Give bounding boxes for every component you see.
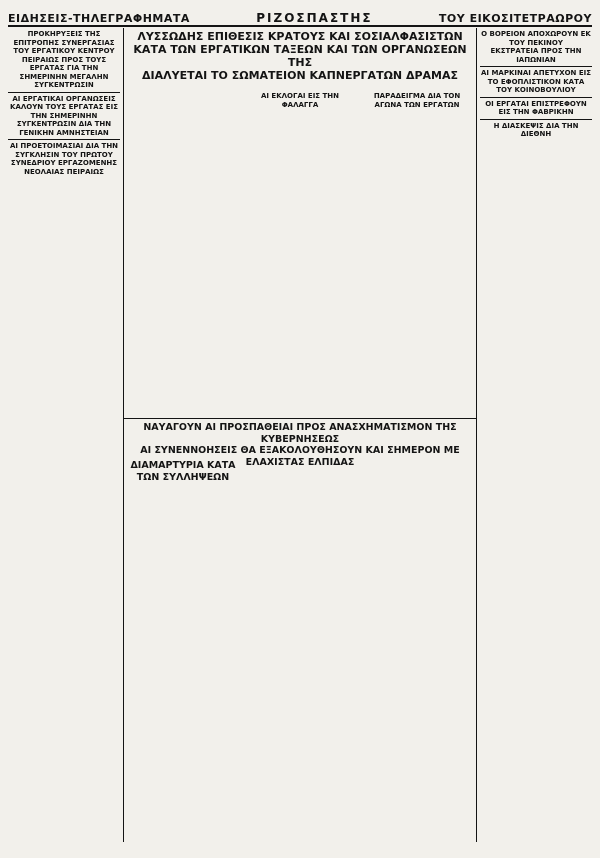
center-headline-mid: ΚΑΤΑ ΤΩΝ ΕΡΓΑΤΙΚΩΝ ΤΑΞΕΩΝ ΚΑΙ ΤΩΝ ΟΡΓΑΝΩΣΕΩΝ ΤΗΣ <box>133 43 467 69</box>
masthead-title: ΡΙΖΟΣΠΑΣΤΗΣ <box>256 11 373 25</box>
center-body-left <box>127 92 239 414</box>
column-rule-4 <box>476 28 477 842</box>
center-divider-upper <box>124 418 476 419</box>
center-lower-left <box>127 460 239 842</box>
masthead-right: ΤΟΥ ΕΙΚΟΣΙΤΕΤΡΑΩΡΟΥ <box>438 12 592 25</box>
center-headline-bottom: ΔΙΑΛΥΕΤΑΙ ΤΟ ΣΩΜΑΤΕΙΟΝ ΚΑΠΝΕΡΓΑΤΩΝ ΔΡΑΜΑΣ <box>141 69 459 82</box>
center-subhead-1: ΑΙ ΕΚΛΟΓΑΙ ΕΙΣ ΤΗΝ ΦΑΛΑΓΓΑ <box>260 92 340 109</box>
column-rule-1 <box>123 28 124 842</box>
left-headline-1: ΠΡΟΚΗΡΥΞΕΙΣ ΤΗΣ ΕΠΙΤΡΟΠΗΣ ΣΥΝΕΡΓΑΣΙΑΣ ΤΟΥ ΕΡΓΑΤΙΚΟΥ ΚΕΝΤΡΟΥ ΠΕΙΡΑΙΩΣ ΠΡΟΣ ΤΟΥΣ ΕΡΓΑΤΑΣ ΓΙΑ ΤΗΝ ΣΗΜΕΡΙΝΗΝ ΜΕΓΑΛΗΝ ΣΥΓΚΕΝΤΡΩΣΙΝ <box>13 30 115 89</box>
center-body-right <box>361 92 473 414</box>
right-headline-4: ΟΙ ΕΡΓΑΤΑΙ ΕΠΙΣΤΡΕΦΟΥΝ ΕΙΣ ΤΗΝ ΦΑΒΡΙΚΗΝ <box>485 99 587 116</box>
center-lower-headline-2: ΑΙ ΣΥΝΕΝΝΟΗΣΕΙΣ ΘΑ ΕΞΑΚΟΛΟΥΘΗΣΟΥΝ ΚΑΙ ΣΗΜΕΡΟΝ ΜΕ ΕΛΑΧΙΣΤΑΣ ΕΛΠΙΔΑΣ <box>140 445 460 468</box>
masthead-left: ΕΙΔΗΣΕΙΣ-ΤΗΛΕΓΡΑΦΗΜΑΤΑ <box>8 12 190 25</box>
center-subhead-2: ΠΑΡΑΔΕΙΓΜΑ ΔΙΑ ΤΟΝ ΑΓΩΝΑ ΤΩΝ ΕΡΓΑΤΩΝ <box>373 92 461 109</box>
center-lower-banner <box>127 422 473 468</box>
center-lower-right <box>361 460 473 842</box>
newspaper-page <box>8 8 592 842</box>
right-headline-1: Ο ΒΟΡΕΙΟΝ ΑΠΟΧΩΡΟΥΝ ΕΚ ΤΟΥ ΠΕΚΙΝΟΥ <box>481 30 591 47</box>
center-headline-top: ΛΥΣΣΩΔΗΣ ΕΠΙΘΕΣΙΣ ΚΡΑΤΟΥΣ ΚΑΙ ΣΟΣΙΑΛΦΑΣΙΣΤΩΝ <box>137 30 463 43</box>
masthead <box>8 8 592 27</box>
right-headline-3: ΑΙ ΜΑΡΚΙΝΑΙ ΑΠΕΤΥΧΟΝ ΕΙΣ ΤΟ ΕΦΟΠΛΙΣΤΙΚΟΝ ΚΑΤΑ ΤΟΥ ΚΟΙΝΟΒΟΥΛΙΟΥ <box>480 69 592 94</box>
center-banner <box>127 30 473 88</box>
left-headline-2: ΑΙ ΕΡΓΑΤΙΚΑΙ ΟΡΓΑΝΩΣΕΙΣ ΚΑΛΟΥΝ ΤΟΥΣ ΕΡΓΑΤΑΣ ΕΙΣ ΤΗΝ ΣΗΜΕΡΙΝΗΝ ΣΥΓΚΕΝΤΡΩΣΙΝ ΔΙΑ ΤΗΝ ΓΕΝΙΚΗΝ ΑΜΝΗΣΤΕΙΑΝ <box>10 94 118 137</box>
center-demo-headline: ΔΙΑΜΑΡΤΥΡΙΑ ΚΑΤΑ ΤΩΝ ΣΥΛΛΗΨΕΩΝ <box>130 460 236 483</box>
left-headline-3: ΑΙ ΠΡΟΕΤΟΙΜΑΣΙΑΙ ΔΙΑ ΤΗΝ ΣΥΓΚΛΗΣΙΝ ΤΟΥ ΠΡΩΤΟΥ ΣΥΝΕΔΡΙΟΥ ΕΡΓΑΖΟΜΕΝΗΣ ΝΕΟΛΑΙΑΣ ΠΕΙΡΑΙΩΣ <box>9 142 119 176</box>
center-lower-headline: ΝΑΥΑΓΟΥΝ ΑΙ ΠΡΟΣΠΑΘΕΙΑΙ ΠΡΟΣ ΑΝΑΣΧΗΜΑΤΙΣΜΟΝ ΤΗΣ ΚΥΒΕΡΝΗΣΕΩΣ <box>143 422 457 445</box>
left-column <box>8 30 120 842</box>
right-column <box>480 30 592 842</box>
center-body-mid <box>244 92 356 414</box>
center-lower-mid <box>244 460 356 842</box>
right-headline-5: Η ΔΙΑΣΚΕΨΙΣ ΔΙΑ ΤΗΝ ΔΙΕΘΝΗ <box>493 121 579 138</box>
right-headline-2: ΕΚΣΤΡΑΤΕΙΑ ΠΡΟΣ ΤΗΝ ΙΑΠΩΝΙΑΝ <box>490 47 582 64</box>
